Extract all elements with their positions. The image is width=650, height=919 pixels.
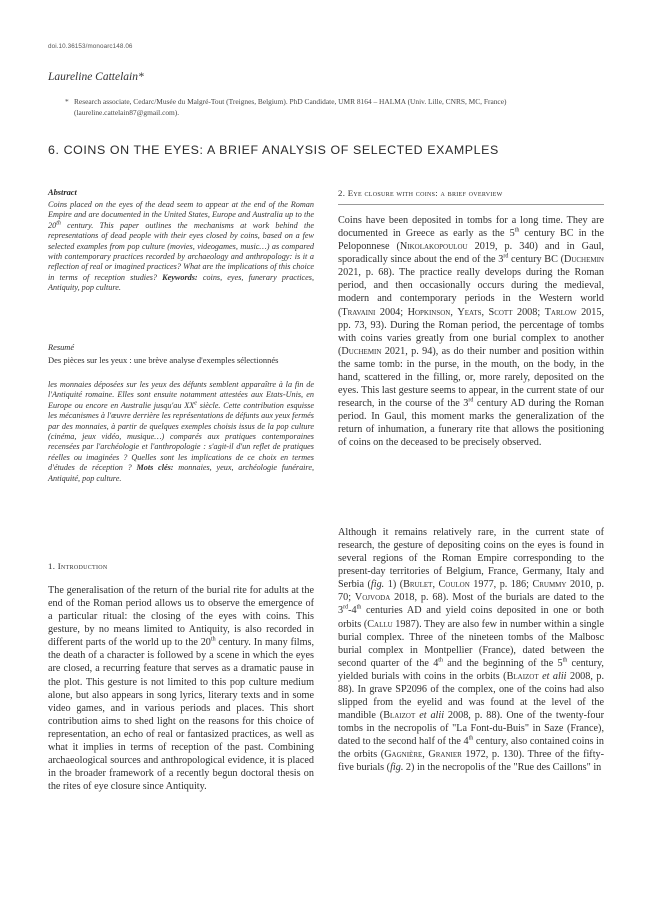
resume-heading: Resumé bbox=[48, 343, 75, 352]
keywords-text: coins, eyes, funerary practices, Antiquity, pop culture. bbox=[48, 272, 314, 293]
abstract-body: Coins placed on the eyes of the dead seem to appear at the end of the Roman Empire and are documented in the United States, Europe and Australia up to the 20th century. This paper outlines the mechanisms at work behind the representations of dead people with their eyes closed by coins, based on a few selected examples from pop culture (movies, videogames, music…) as compared with contemporary practices recorded by archaeology and anthropology: is it a reflection of real or imagined practices? What are the implications of this choice in terms of reception studies? bbox=[48, 200, 314, 282]
doi-line: doi.10.36153/monoarc148.06 bbox=[48, 43, 133, 50]
section-2-paragraph-1: Coins have been deposited in tombs for a long time. They are documented in Greece as early as the 5th century BC in the Peloponnese (Nikolakopoulou 2019, p. 340) and in Gaul, sporadically since about the end of the 3rd century BC (Duchemin 2021, p. 68). The practice really develops during the Roman period, and then occasionally occurs during the medieval, modern and contemporary periods in the Western world (Travaini 2004; Hopkinson, Yeats, Scott 2008; Tarlow 2015, pp. 73, 93). During the Roman period, the percentage of tombs with coins varies greatly from one burial complex to another (Duchemin 2021, p. 94), as do their number and position within the same tomb: in the purse, in the mouth, on the body, in the hand, scattered in the filling, or, more rarely, deposited on the eyes. This last gesture seems to appear, in the current state of our research, in the course of the 3rd century AD during the Roman period. In Gaul, this moment marks the generalization of the return of inhumation, a funerary rite that allows the positioning of coins on the deceased to be precisely observed. bbox=[338, 215, 605, 449]
affiliation-marker: * bbox=[65, 97, 69, 106]
chapter-title: 6. COINS ON THE EYES: A BRIEF ANALYSIS OF SELECTED EXAMPLES bbox=[48, 143, 499, 157]
section-1-title: Introduction bbox=[57, 561, 108, 571]
resume-body: les monnaies déposées sur les yeux des défunts semblent apparaître à la fin de l'Antiquité romaine. Elles sont ensuite notamment attestées aux Etats-Unis, en Europe ou encore en Australie jusqu'au XXe siècle. Cette contribution esquisse les mécanismes à l'œuvre derrière les représentations de défunts aux yeux fermés par des monnaies, à partir de quelques exemples choisis issus de la pop culture (cinéma, jeux vidéo, musique…) comparés aux pratiques contemporaines recensées par l'archéologie et l'anthropologie : s'agit-il d'un reflet de pratiques réelles ou imaginées ? Quelles sont les implications de ce choix en termes d'études de réception ? bbox=[48, 380, 314, 473]
section-1-body: The generalisation of the return of the burial rite for adults at the end of the Roman period allows us to observe the emergence of a particular ritual: the closing of the eyes with coins. This gesture, by no means limited to Antiquity, is also recorded in different parts of the world up to the 20th century. In many films, the death of a character is followed by a scene in which the eyes are closed, a recurring feature that serves as a dramatic pause in the plot. This gesture is not limited to this pop culture medium alone, but also appears in song lyrics, literary texts and in some video games, and in various periods and places. This short contribution aims to shed light on the reasons for this choice of representation, an echo of real or fantasized practices, as well as what it implies in terms of reception of the past. Combining archaeological sources and anthropological evidence, it is placed in the broader framework of a recently begun doctoral thesis on the rites of eye closure since Antiquity. bbox=[48, 585, 314, 793]
abstract-text bbox=[48, 200, 314, 294]
abstract-heading: Abstract bbox=[48, 188, 77, 197]
resume-keywords-text: monnaies, yeux, archéologie funéraire, Antiquité, pop culture. bbox=[48, 463, 314, 483]
section-1-number: 1. bbox=[48, 561, 56, 571]
resume-title: Des pièces sur les yeux : une brève analyse d'exemples sélectionnés bbox=[48, 355, 279, 365]
resume-keywords-label: Mots clés: bbox=[136, 463, 174, 473]
section-1-heading bbox=[48, 561, 108, 571]
section-2-number: 2. bbox=[338, 188, 346, 198]
author-affiliation bbox=[65, 97, 594, 118]
section-2-paragraph-2: Although it remains relatively rare, in the current state of research, the gesture of depositing coins on the eyes is found in several regions of the Roman Empire corresponding to the present-day territories of Belgium, France, Germany, Italy and Serbia (fig. 1) (Brulet, Coulon 1977, p. 186; Crummy 2010, p. 70; Vojvoda 2018, p. 68). Most of the burials are dated to the 3rd-4th centuries AD and yield coins deposited in one or both orbits (Callu 1987). They are also few in number within a single burial complex. Three of the nineteen tombs of the Malbosc burial complex in Montpellier (France), dated between the second quarter of the 4th and the beginning of the 5th century, yielded burials with coins in the orbits (Blaizot et alii 2008, p. 88). In grave SP2096 of the complex, one of the coins had also slipped from the eyelid and was found at the level of the mandible (Blaizot et alii 2008, p. 88). One of the twenty-four tombs in the necropolis of "La Font-du-Buis" in Saze (France), dated to the second half of the 4th century, also contained coins in the orbits (Gagnière, Granier 1972, p. 130). Three of the fifty-five burials (fig. 2) in the necropolis of the "Rue des Caillons" in bbox=[338, 527, 605, 774]
author-name: Laureline Cattelain* bbox=[48, 71, 144, 83]
section-2-rule bbox=[338, 204, 604, 205]
section-2-heading bbox=[338, 188, 503, 198]
keywords-label: Keywords: bbox=[162, 272, 198, 282]
resume-text bbox=[48, 380, 314, 484]
affiliation-text: Research associate, Cedarc/Musée du Malgré-Tout (Treignes, Belgium). PhD Candidate, UMR 8164 – HALMA (Univ. Lille, CNRS, MC, France) (laureline.cattelain87@gmail.com). bbox=[74, 97, 507, 117]
section-2-title: Eye closure with coins: a brief overview bbox=[347, 188, 503, 198]
